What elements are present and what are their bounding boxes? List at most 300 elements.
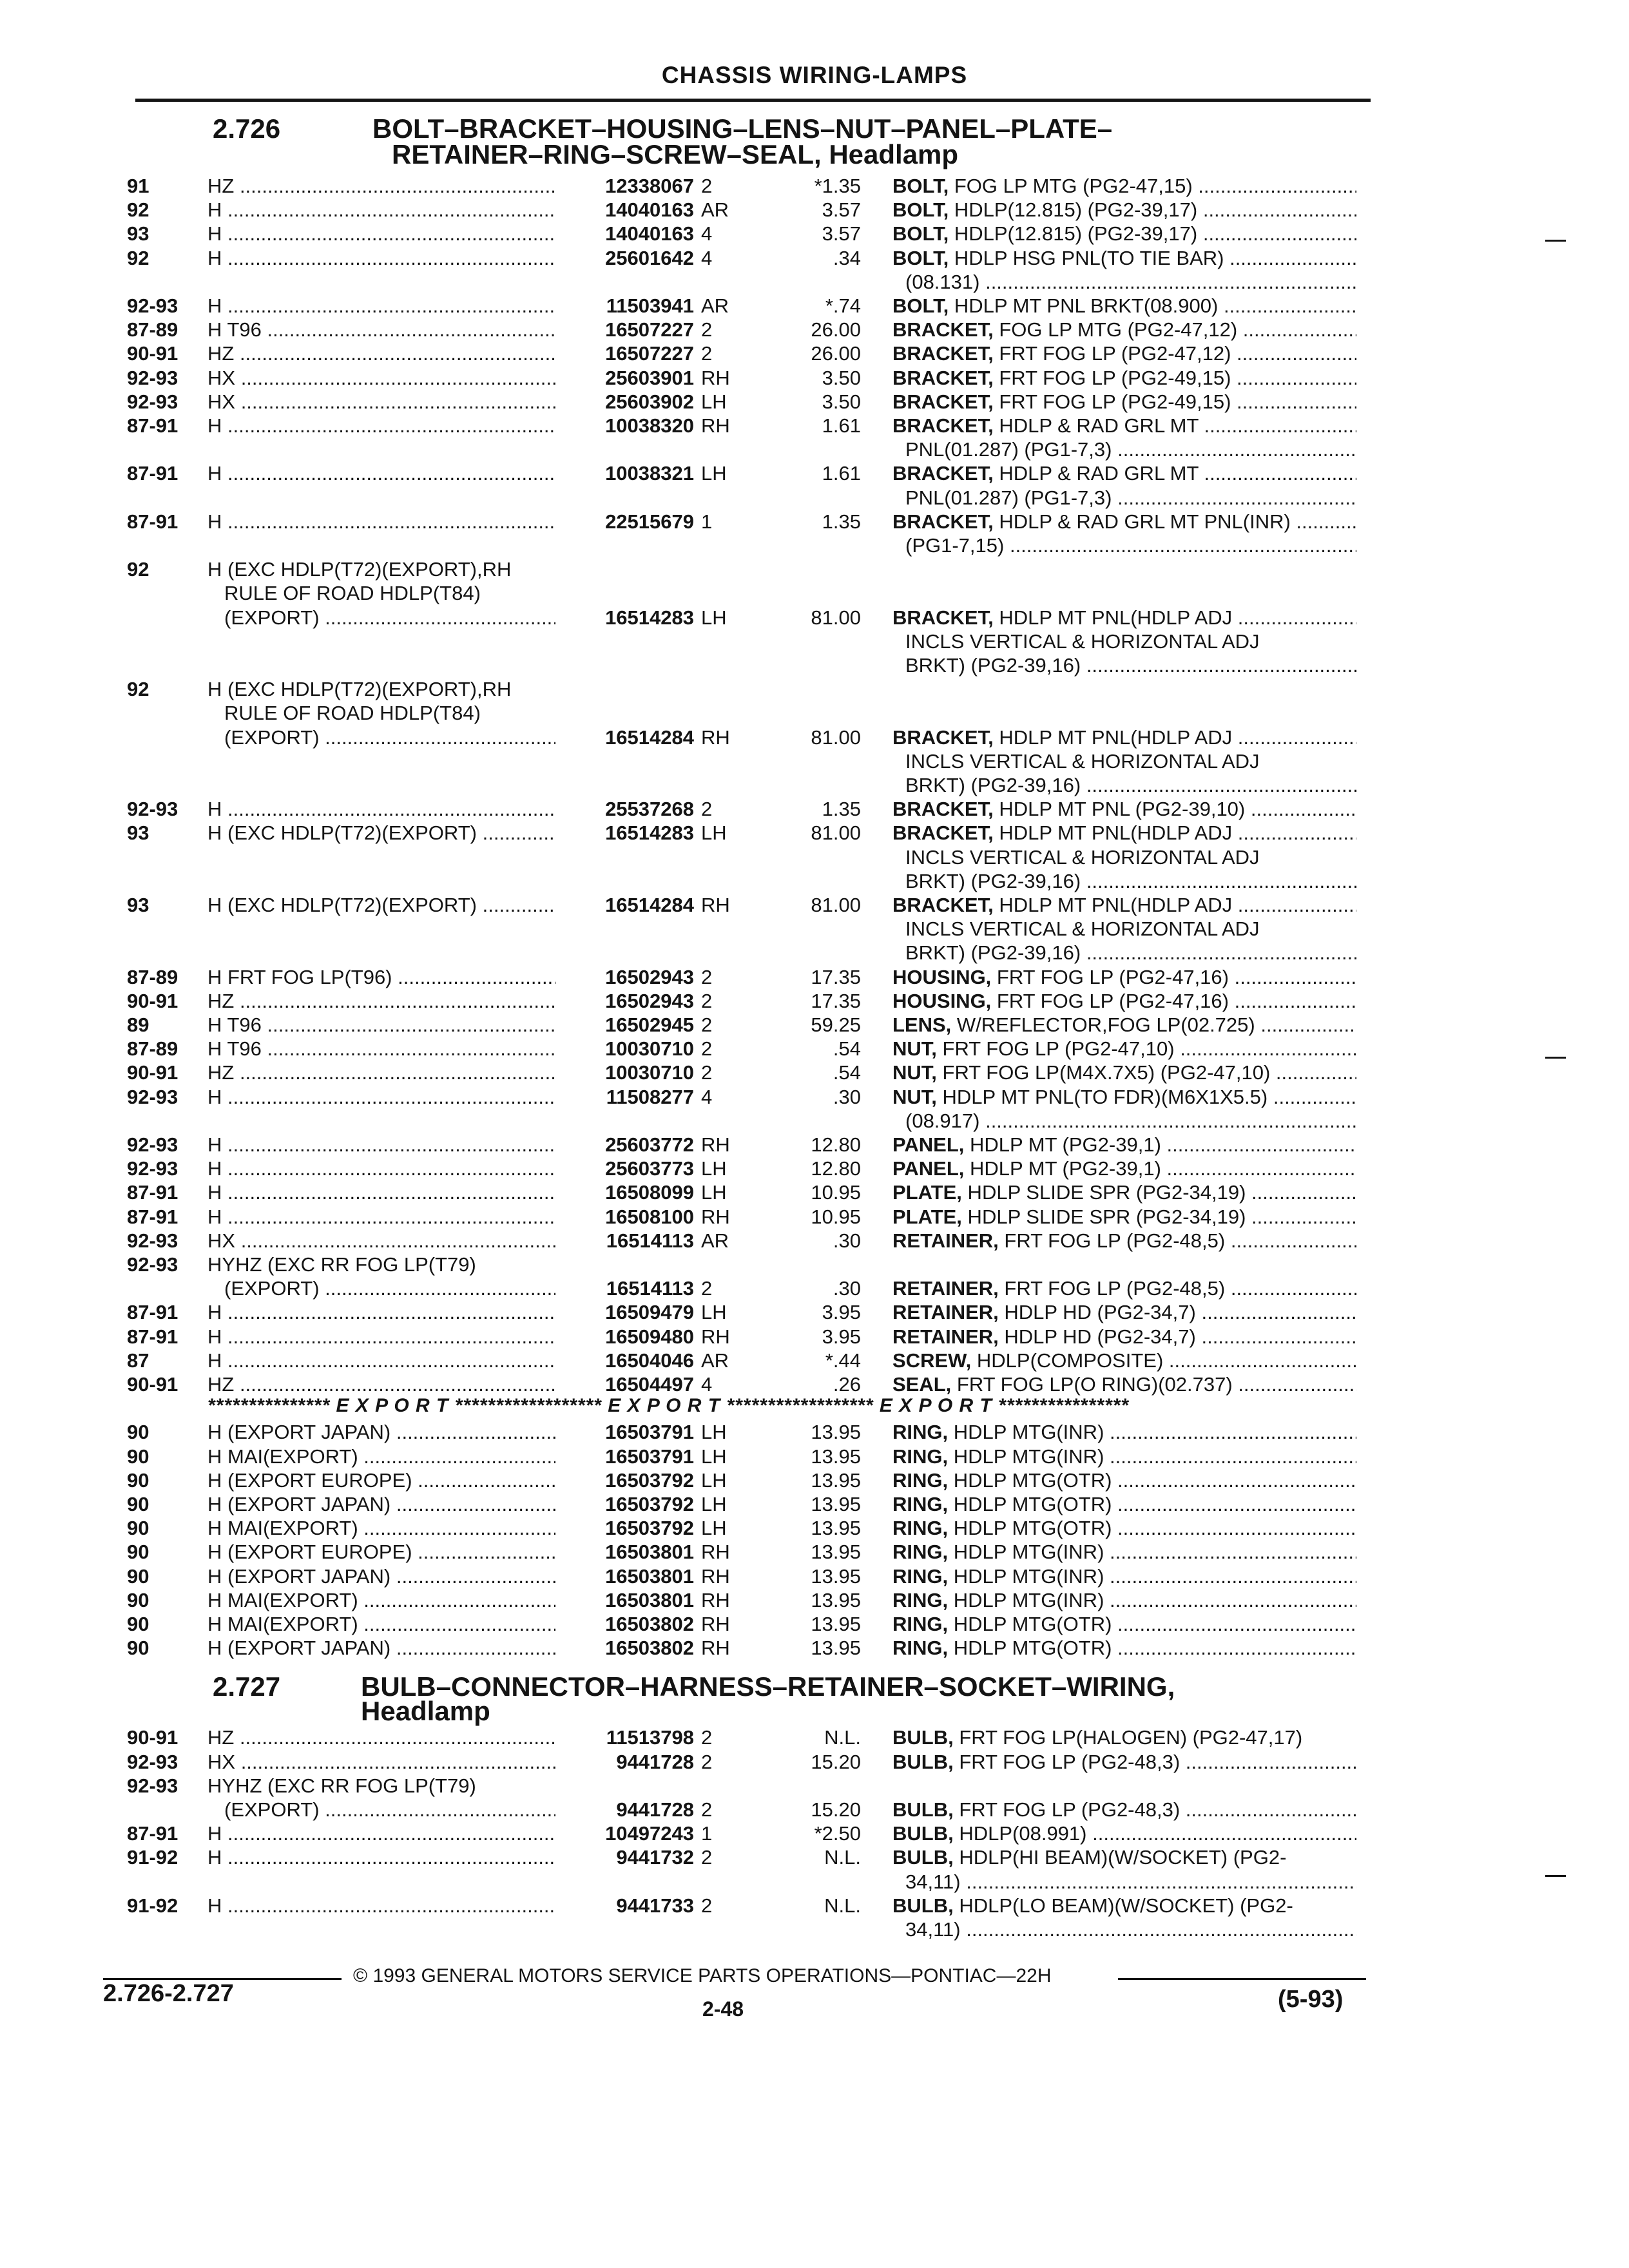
part-number: 16508099 [605,1181,694,1204]
year-range: 89 [127,1014,149,1036]
part-number: 9441732 [616,1846,694,1869]
description [892,1564,1356,1588]
footer-page-number: 2-48 [702,1997,744,2021]
description-text: HDLP HD (PG2-34,7) [998,1325,1196,1348]
part-number: 16503801 [605,1564,694,1588]
description [892,1636,1356,1660]
description-text: FRT FOG LP (PG2-48,5) [998,1229,1226,1252]
description-keyword: BRACKET, [892,366,994,389]
model-code: H (EXPORT JAPAN) ..... [207,1420,555,1444]
part-number: 11508277 [606,1085,694,1108]
description-keyword: BRACKET, [892,726,994,749]
year-range: 90 [127,1445,149,1468]
description [892,390,1356,414]
part-number: 9441733 [616,1894,694,1917]
description-keyword: BOLT, [892,294,949,317]
description-keyword: RING, [892,1468,949,1492]
price: .34 [833,246,861,269]
quantity: 2 [701,989,713,1012]
price: 13.95 [811,1493,861,1515]
part-number: 10038320 [605,414,694,437]
section-title-line2: Headlamp [361,1696,490,1727]
part-number: 16503792 [605,1493,694,1515]
part-number: 16514113 [606,1229,694,1252]
description-text: HDLP MTG(INR) [948,1588,1104,1611]
quantity: 4 [701,246,713,269]
description-text: HDLP MT (PG2-39,1) [964,1157,1161,1180]
price: 13.95 [811,1613,861,1635]
description-continuation: INCLS VERTICAL & HORIZONTAL ADJ [905,749,1260,773]
description-text: FOG LP MTG (PG2-47,15) [949,175,1193,197]
description-continuation: INCLS VERTICAL & HORIZONTAL ADJ [905,629,1260,653]
model-code: H MAI(EXPORT) ..... [207,1588,555,1612]
export-separator: *************** E X P O R T ****************** E X P O R T ****************** E X P O R T **************** [207,1395,1129,1417]
model-code: H ..... [207,222,555,245]
part-number: 9441728 [616,1750,694,1773]
price: 1.61 [822,462,861,485]
quantity: LH [701,1421,727,1444]
description [892,1325,1356,1349]
description-text: HDLP MT PNL(HDLP ADJ [993,606,1233,629]
page-title: CHASSIS WIRING-LAMPS [661,62,968,88]
description-keyword: RING, [892,1517,949,1540]
year-range: 90 [127,1588,149,1611]
model-code: (EXPORT) ..... [224,1798,555,1821]
description [892,222,1356,245]
description [892,1276,1356,1300]
model-code: H ..... [207,1894,555,1917]
model-code: HX ..... [207,390,555,414]
price: 81.00 [811,822,861,845]
part-number: 16504497 [605,1373,694,1396]
description-continuation: (08.917) ..... [905,1109,1356,1133]
description [892,198,1356,222]
part-number: 16509480 [605,1325,694,1348]
part-number: 16503792 [605,1468,694,1492]
year-range: 87-91 [127,1205,178,1228]
part-number: 16503801 [605,1588,694,1611]
description-text: FRT FOG LP(M4X.7X5) (PG2-47,10) [936,1061,1271,1084]
description-text: FRT FOG LP (PG2-47,16) [991,965,1229,988]
year-range: 90-91 [127,1373,178,1396]
part-number: 16502943 [605,965,694,988]
section-title-line2: RETAINER–RING–SCREW–SEAL, Headlamp [392,139,959,169]
price: 13.95 [811,1468,861,1492]
description-text: W/REFLECTOR,FOG LP(02.725) [951,1014,1255,1036]
price: *1.35 [814,175,861,197]
model-code: H MAI(EXPORT) ..... [207,1445,555,1468]
model-code: H (EXPORT JAPAN) ..... [207,1492,555,1516]
description-text: HDLP(12.815) (PG2-39,17) [949,222,1198,245]
part-number: 25601642 [605,246,694,269]
price: 3.50 [822,390,861,413]
price: 17.35 [811,965,861,988]
year-range: 87 [127,1349,149,1372]
quantity: RH [701,1564,730,1588]
model-code: HZ ..... [207,989,555,1013]
description [892,821,1356,845]
year-range: 87-91 [127,510,178,533]
description-text: HDLP MTG(OTR) [948,1517,1112,1540]
price: .30 [833,1229,861,1252]
year-range: 90-91 [127,342,178,365]
price: 12.80 [811,1157,861,1180]
description [892,1085,1356,1109]
year-range: 92-93 [127,366,178,389]
footer-copyright: © 1993 GENERAL MOTORS SERVICE PARTS OPERATIONS—PONTIAC—22H [353,1965,1052,1986]
year-range: 87-91 [127,1822,178,1845]
price: N.L. [824,1726,861,1749]
description-text: FRT FOG LP (PG2-47,16) [991,989,1229,1012]
price: 81.00 [811,726,861,749]
part-number: 14040163 [605,198,694,222]
description [892,1750,1356,1774]
year-range: 91-92 [127,1846,178,1869]
part-number: 16514113 [606,1277,694,1300]
description [892,1300,1356,1324]
model-code: H ..... [207,294,555,318]
quantity: 2 [701,798,713,821]
part-number: 16503802 [605,1613,694,1635]
description-text: FRT FOG LP (PG2-48,3) [953,1798,1181,1821]
description-text: HDLP(HI BEAM)(W/SOCKET) (PG2- [953,1846,1287,1869]
quantity: LH [701,1468,727,1492]
part-number: 12338067 [605,175,694,197]
description [892,606,1356,629]
part-number: 9441728 [616,1798,694,1821]
description-text: HDLP MT PNL(HDLP ADJ [993,894,1233,916]
description [892,294,1356,318]
part-number: 10030710 [605,1037,694,1061]
description [892,1725,1356,1749]
price: 13.95 [811,1588,861,1611]
part-number: 10030710 [605,1061,694,1084]
description-keyword: RING, [892,1613,949,1635]
quantity: 2 [701,1750,713,1773]
year-range: 87-91 [127,1181,178,1204]
quantity: 2 [701,1894,713,1917]
description [892,1468,1356,1492]
model-code: H MAI(EXPORT) ..... [207,1612,555,1636]
model-code: (EXPORT) ..... [224,1276,555,1300]
model-code: H (EXPORT EUROPE) ..... [207,1540,555,1564]
description-continuation: INCLS VERTICAL & HORIZONTAL ADJ [905,845,1260,869]
description-text: HDLP SLIDE SPR (PG2-34,19) [961,1181,1246,1204]
price: 13.95 [811,1564,861,1588]
description-text: HDLP & RAD GRL MT [993,462,1199,485]
description-text: HDLP MT PNL BRKT(08.900) [949,294,1219,317]
description-keyword: BOLT, [892,175,949,197]
quantity: RH [701,1637,730,1660]
margin-mark [1545,240,1566,242]
description-keyword: PLATE, [892,1181,962,1204]
model-code: HZ ..... [207,1372,555,1396]
description-text: HDLP & RAD GRL MT PNL(INR) [993,510,1291,533]
quantity: AR [701,294,729,317]
description [892,1133,1356,1157]
model-code: HZ ..... [207,174,555,198]
description [892,1037,1356,1061]
model-code: H ..... [207,1133,555,1157]
description-text: HDLP MTG(INR) [948,1445,1104,1468]
year-range: 92-93 [127,1774,178,1797]
description [892,726,1356,749]
quantity: 2 [701,1846,713,1869]
quantity: 4 [701,1373,713,1396]
price: 26.00 [811,342,861,365]
description-keyword: BRACKET, [892,822,994,845]
description [892,1894,1356,1917]
section-number: 2.727 [213,1671,281,1702]
model-code: H ..... [207,1085,555,1109]
model-code-line: H (EXC HDLP(T72)(EXPORT),RH [207,558,512,581]
description-keyword: RING, [892,1445,949,1468]
description-keyword: BULB, [892,1798,954,1821]
quantity: RH [701,1205,730,1228]
price: 3.57 [822,198,861,222]
year-range: 87-89 [127,1037,178,1061]
part-number: 10497243 [605,1822,694,1845]
description-text: HDLP MT (PG2-39,1) [964,1133,1161,1156]
description-text: FRT FOG LP (PG2-47,12) [993,342,1231,365]
description-keyword: BRACKET, [892,342,994,365]
price: *2.50 [814,1822,861,1845]
description [892,1798,1356,1821]
description [892,965,1356,989]
description [892,318,1356,341]
description-text: HDLP MTG(OTR) [948,1493,1112,1515]
quantity: 1 [701,1822,713,1845]
model-code-line: RULE OF ROAD HDLP(T84) [224,582,481,605]
price: 1.61 [822,414,861,437]
description-text: FOG LP MTG (PG2-47,12) [993,318,1238,341]
description-text: HDLP MT PNL(TO FDR)(M6X1X5.5) [936,1085,1268,1108]
description-text: HDLP MTG(OTR) [948,1637,1112,1660]
price: 3.57 [822,222,861,245]
description [892,1492,1356,1516]
year-range: 92-93 [127,1229,178,1252]
quantity: LH [701,822,727,845]
description-keyword: BRACKET, [892,606,994,629]
part-number: 16502945 [605,1014,694,1036]
year-range: 90 [127,1468,149,1492]
description-keyword: HOUSING, [892,965,992,988]
description-continuation: INCLS VERTICAL & HORIZONTAL ADJ [905,918,1260,941]
margin-mark [1545,1875,1566,1877]
quantity: LH [701,1517,727,1540]
description-text: FRT FOG LP (PG2-48,5) [998,1277,1226,1300]
description-keyword: BRACKET, [892,390,994,413]
quantity: RH [701,1541,730,1564]
model-code: H ..... [207,1300,555,1324]
description-continuation: BRKT) (PG2-39,16) ..... [905,869,1356,893]
model-code: H (EXPORT JAPAN) ..... [207,1636,555,1660]
year-range: 87-91 [127,1325,178,1348]
description-text: FRT FOG LP(O RING)(02.737) [951,1373,1233,1396]
model-code: H (EXPORT JAPAN) ..... [207,1564,555,1588]
quantity: RH [701,414,730,437]
description-keyword: RETAINER, [892,1277,999,1300]
description-keyword: BULB, [892,1750,954,1773]
model-code: HZ ..... [207,1061,555,1084]
year-range: 90 [127,1613,149,1635]
year-range: 87-89 [127,965,178,988]
quantity: AR [701,1229,729,1252]
description [892,1372,1356,1396]
part-number: 16502943 [605,989,694,1012]
model-code: H (EXC HDLP(T72)(EXPORT) ..... [207,893,555,917]
year-range: 90-91 [127,989,178,1012]
part-number: 16504046 [605,1349,694,1372]
description-continuation: BRKT) (PG2-39,16) ..... [905,941,1356,965]
quantity: 2 [701,1037,713,1061]
year-range: 87-91 [127,462,178,485]
description [892,797,1356,821]
model-code: HX ..... [207,1750,555,1774]
description-keyword: SCREW, [892,1349,972,1372]
description [892,246,1356,270]
model-code: HZ ..... [207,1725,555,1749]
quantity: RH [701,1133,730,1156]
price: .30 [833,1085,861,1108]
year-range: 87-89 [127,318,178,341]
model-code: H (EXC HDLP(T72)(EXPORT) ..... [207,821,555,845]
description-keyword: RING, [892,1421,949,1444]
description-keyword: BRACKET, [892,510,994,533]
part-number: 25603902 [605,390,694,413]
description-keyword: RING, [892,1564,949,1588]
year-range: 90 [127,1541,149,1564]
description-text: HDLP MTG(OTR) [948,1613,1112,1635]
description [892,1540,1356,1564]
part-number: 16514284 [605,726,694,749]
price: 13.95 [811,1637,861,1660]
year-range: 92-93 [127,390,178,413]
year-range: 93 [127,222,149,245]
description-keyword: BULB, [892,1894,954,1917]
description-keyword: RING, [892,1637,949,1660]
year-range: 92-93 [127,1253,178,1276]
description-keyword: BRACKET, [892,894,994,916]
quantity: LH [701,1493,727,1515]
description-keyword: BRACKET, [892,318,994,341]
model-code: H ..... [207,1205,555,1229]
part-number: 22515679 [605,510,694,533]
model-code: H T96 ..... [207,318,555,341]
model-code: H ..... [207,797,555,821]
model-code-line: H (EXC HDLP(T72)(EXPORT),RH [207,678,512,701]
quantity: 2 [701,965,713,988]
part-number: 25537268 [605,798,694,821]
quantity: LH [701,1157,727,1180]
section-title-line1: BULB–CONNECTOR–HARNESS–RETAINER–SOCKET–WIRING, [361,1671,1175,1702]
description-text: HDLP(12.815) (PG2-39,17) [949,198,1198,222]
part-number: 16514283 [605,822,694,845]
description [892,1180,1356,1204]
part-number: 25603773 [605,1157,694,1180]
part-number: 16509479 [605,1301,694,1324]
part-number: 10038321 [605,462,694,485]
quantity: 2 [701,1277,713,1300]
price: 1.35 [822,510,861,533]
quantity: 4 [701,1085,713,1108]
description [892,510,1356,533]
model-code: HX ..... [207,366,555,390]
model-code: HX ..... [207,1229,555,1253]
description [892,1013,1356,1037]
quantity: 2 [701,342,713,365]
description-text: HDLP SLIDE SPR (PG2-34,19) [961,1205,1246,1228]
description [892,1061,1356,1084]
year-range: 92 [127,246,149,269]
part-number: 11503941 [606,294,694,317]
description-keyword: NUT, [892,1037,937,1061]
description-keyword: NUT, [892,1061,937,1084]
price: 10.95 [811,1181,861,1204]
description-keyword: RETAINER, [892,1301,999,1324]
section-number: 2.726 [213,113,281,144]
description-keyword: PANEL, [892,1133,965,1156]
model-code: H ..... [207,1349,555,1372]
model-code-line: HYHZ (EXC RR FOG LP(T79) [207,1774,476,1797]
model-code: H ..... [207,414,555,437]
price: *.44 [825,1349,861,1372]
description-text: HDLP HSG PNL(TO TIE BAR) [949,246,1224,269]
section-title-line1: BOLT–BRACKET–HOUSING–LENS–NUT–PANEL–PLATE– [372,113,1113,144]
model-code: H ..... [207,510,555,533]
part-number: 16507227 [605,342,694,365]
description-keyword: BULB, [892,1822,954,1845]
year-range: 91-92 [127,1894,178,1917]
model-code: H ..... [207,1821,555,1845]
description-continuation: (PG1-7,15) ..... [905,533,1356,557]
price: 13.95 [811,1421,861,1444]
description-keyword: SEAL, [892,1373,952,1396]
description [892,1821,1356,1845]
description-text: HDLP MT PNL (PG2-39,10) [993,798,1246,821]
description-keyword: RING, [892,1493,949,1515]
description-text: HDLP MT PNL(HDLP ADJ [993,726,1233,749]
description [892,1157,1356,1180]
model-code: H ..... [207,1845,555,1869]
year-range: 91 [127,175,149,197]
price: N.L. [824,1846,861,1869]
model-code: H ..... [207,1180,555,1204]
description-text: HDLP(08.991) [953,1822,1087,1845]
year-range: 92-93 [127,1750,178,1773]
price: 3.95 [822,1301,861,1324]
description-keyword: RING, [892,1541,949,1564]
description-text: HDLP MTG(INR) [948,1564,1104,1588]
model-code: H MAI(EXPORT) ..... [207,1516,555,1540]
description [892,341,1356,365]
part-number: 16514283 [605,606,694,629]
description [892,1845,1356,1869]
description-keyword: LENS, [892,1014,952,1036]
quantity: 2 [701,175,713,197]
price: 3.95 [822,1325,861,1348]
description [892,1205,1356,1229]
description-keyword: BRACKET, [892,462,994,485]
description-keyword: BULB, [892,1846,954,1869]
description-continuation: (08.131) ..... [905,270,1356,294]
description-keyword: BOLT, [892,222,949,245]
year-range: 92 [127,198,149,222]
margin-mark [1545,1057,1566,1059]
year-range: 92-93 [127,1085,178,1108]
price: 13.95 [811,1445,861,1468]
part-number: 25603772 [605,1133,694,1156]
